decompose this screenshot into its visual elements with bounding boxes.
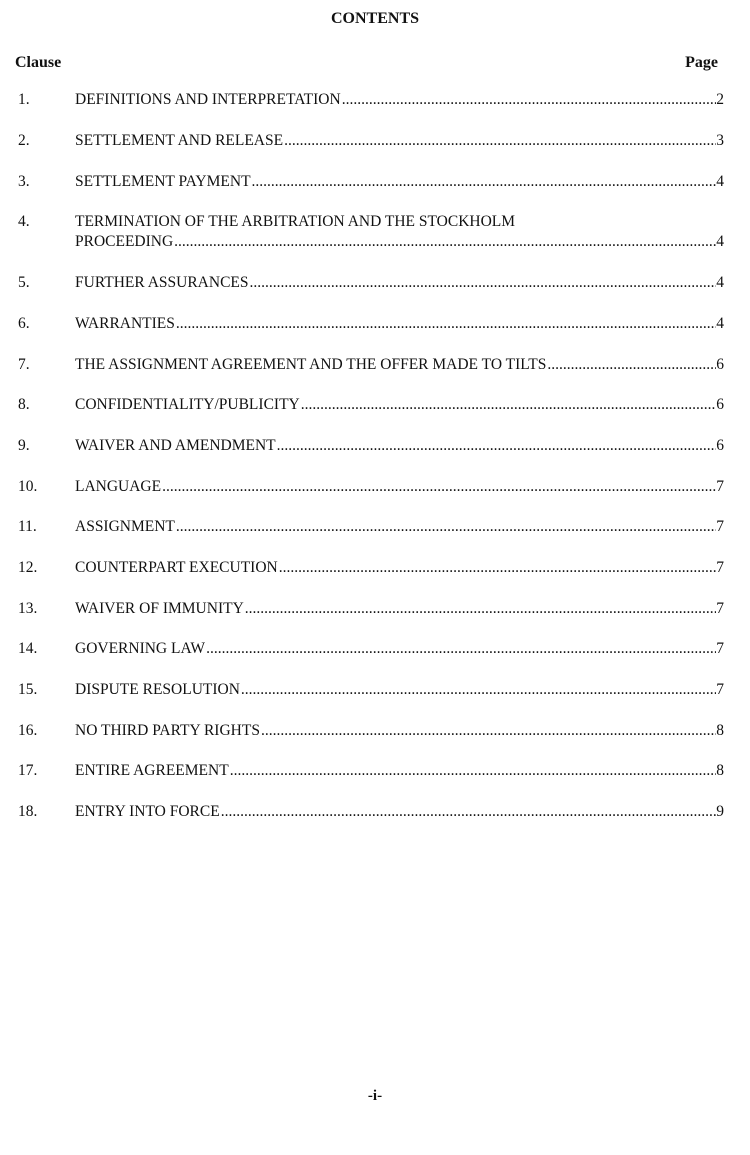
clause-title: ENTIRE AGREEMENT <box>75 762 229 779</box>
dot-leader <box>252 172 717 192</box>
dot-leader <box>176 314 716 334</box>
page-number: 7 <box>716 559 724 576</box>
page-number: 7 <box>716 681 724 698</box>
clause-title: ENTRY INTO FORCE <box>75 803 220 820</box>
clause-title: SETTLEMENT PAYMENT <box>75 173 251 190</box>
clause-number: 16. <box>18 722 38 739</box>
page-number: 7 <box>716 600 724 617</box>
clause-title: FURTHER ASSURANCES <box>75 274 249 291</box>
clause-number: 18. <box>18 803 38 820</box>
clause-number: 13. <box>18 600 38 617</box>
clause-title: NO THIRD PARTY RIGHTS <box>75 722 260 739</box>
clause-number: 14. <box>18 640 38 657</box>
dot-leader <box>206 639 716 659</box>
dot-leader <box>547 355 716 375</box>
clause-title: ASSIGNMENT <box>75 518 175 535</box>
clause-title: WARRANTIES <box>75 315 175 332</box>
clause-number: 7. <box>18 356 30 373</box>
clause-column-header: Clause <box>15 54 62 71</box>
page-number: 8 <box>716 762 724 779</box>
clause-number: 8. <box>18 396 30 413</box>
page-number: 6 <box>716 396 724 413</box>
clause-title: THE ASSIGNMENT AGREEMENT AND THE OFFER MADE TO TILTS <box>75 356 547 373</box>
clause-number: 11. <box>18 518 37 535</box>
dot-leader <box>241 680 716 700</box>
page-number: 2 <box>716 91 724 108</box>
dot-leader <box>277 436 717 456</box>
page-number: 4 <box>716 274 724 291</box>
page-column-header: Page <box>685 54 718 71</box>
page-footer-number: -i- <box>367 1088 383 1104</box>
dot-leader <box>342 90 717 110</box>
clause-number: 17. <box>18 762 38 779</box>
dot-leader <box>230 761 717 781</box>
clause-title: SETTLEMENT AND RELEASE <box>75 132 284 149</box>
dot-leader <box>176 517 716 537</box>
page-number: 7 <box>716 478 724 495</box>
dot-leader <box>301 395 717 415</box>
page-number: 9 <box>716 803 724 820</box>
clause-number: 9. <box>18 437 30 454</box>
clause-title: DISPUTE RESOLUTION <box>75 681 240 698</box>
page-number: 7 <box>716 640 724 657</box>
page-number: 4 <box>716 315 724 332</box>
page-number: 4 <box>716 233 724 250</box>
dot-leader <box>250 273 717 293</box>
clause-title: CONFIDENTIALITY/PUBLICITY <box>75 396 300 413</box>
clause-number: 3. <box>18 173 30 190</box>
clause-title: PROCEEDING <box>75 233 174 250</box>
clause-number: 2. <box>18 132 30 149</box>
clause-title: COUNTERPART EXECUTION <box>75 559 278 576</box>
dot-leader <box>279 558 717 578</box>
clause-number: 4. <box>18 213 30 230</box>
page-number: 3 <box>716 132 724 149</box>
clause-number: 6. <box>18 315 30 332</box>
clause-title: LANGUAGE <box>75 478 162 495</box>
clause-title: WAIVER AND AMENDMENT <box>75 437 276 454</box>
dot-leader <box>174 232 716 252</box>
clause-number: 12. <box>18 559 38 576</box>
clause-number: 5. <box>18 274 30 291</box>
clause-title: DEFINITIONS AND INTERPRETATION <box>75 91 341 108</box>
clause-title-line1: TERMINATION OF THE ARBITRATION AND THE STOCKHOLM <box>75 213 516 230</box>
page-number: 6 <box>716 437 724 454</box>
page-number: 4 <box>716 173 724 190</box>
dot-leader <box>221 802 717 822</box>
dot-leader <box>245 599 716 619</box>
page-number: 7 <box>716 518 724 535</box>
clause-title: WAIVER OF IMMUNITY <box>75 600 244 617</box>
clause-number: 1. <box>18 91 30 108</box>
page-title: CONTENTS <box>330 10 420 27</box>
dot-leader <box>162 477 716 497</box>
dot-leader <box>261 721 716 741</box>
clause-number: 15. <box>18 681 38 698</box>
clause-title: GOVERNING LAW <box>75 640 206 657</box>
dot-leader <box>284 131 716 151</box>
clause-number: 10. <box>18 478 38 495</box>
page-number: 6 <box>716 356 724 373</box>
page-number: 8 <box>716 722 724 739</box>
